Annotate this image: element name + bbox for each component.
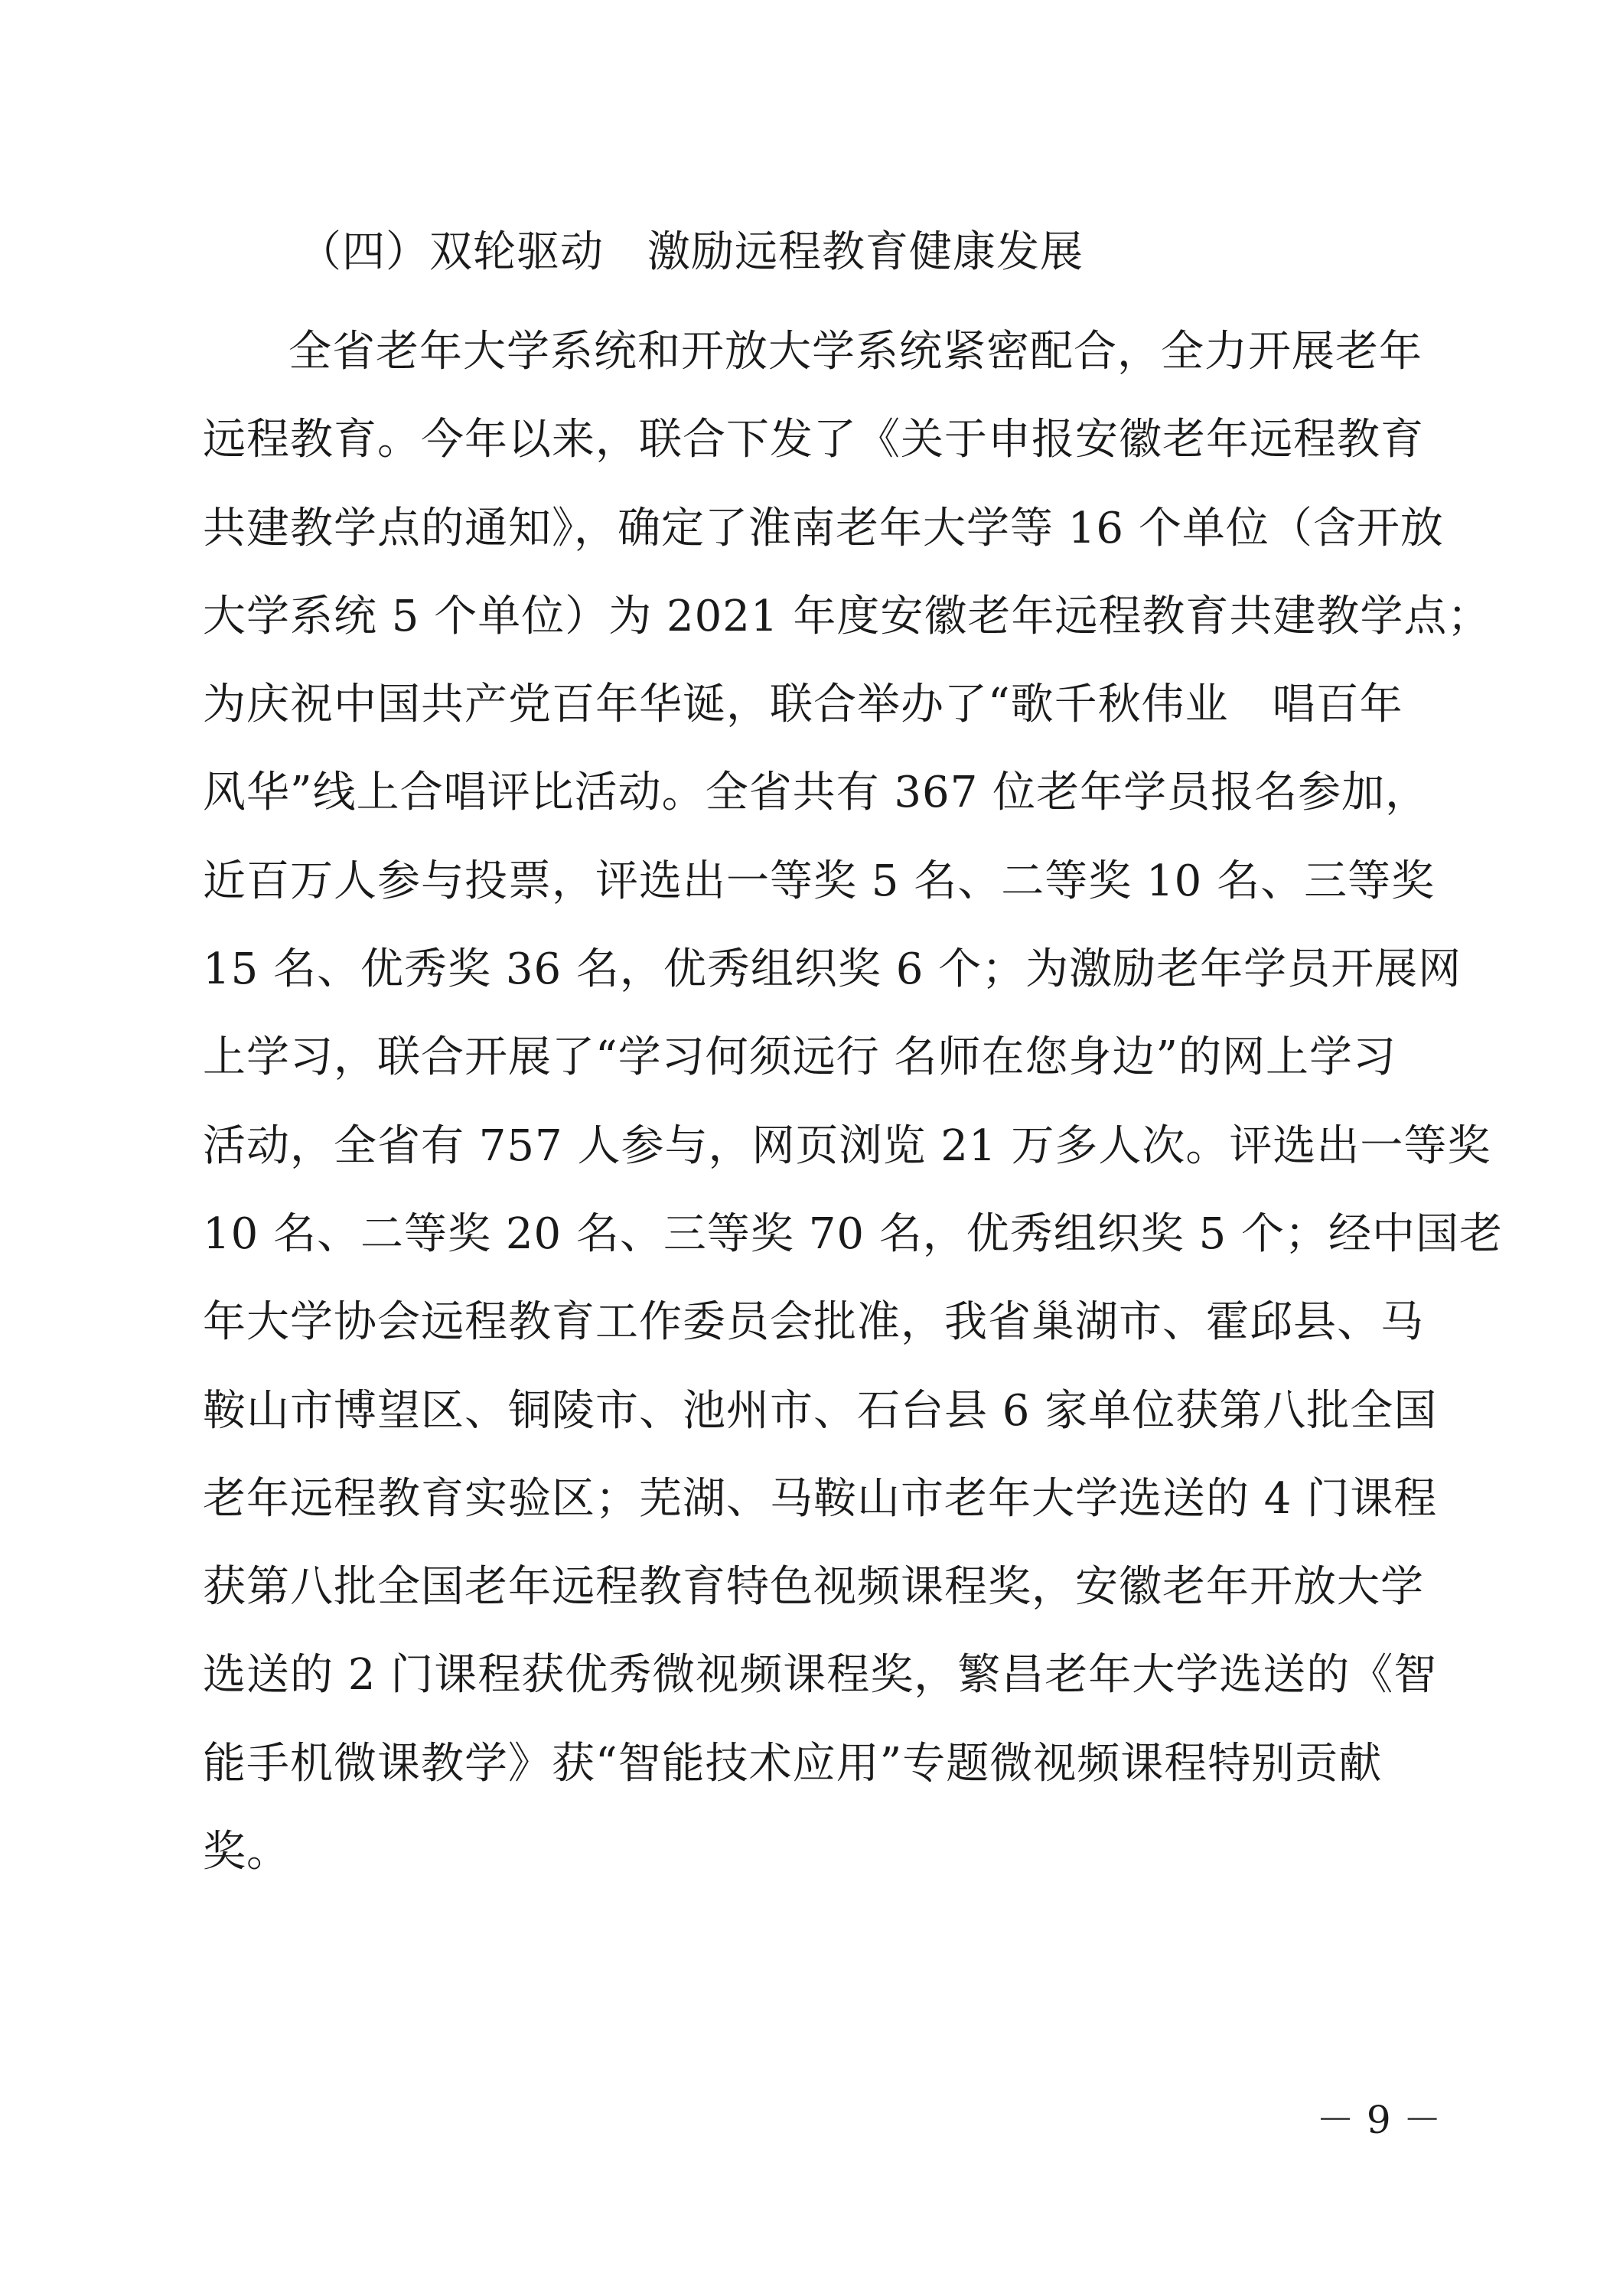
paragraph-line: 10 名、二等奖 20 名、三等奖 70 名，优秀组织奖 5 个；经中国老 bbox=[203, 1208, 1504, 1259]
paragraph-line: 选送的 2 门课程获优秀微视频课程奖，繁昌老年大学选送的《智 bbox=[203, 1650, 1438, 1701]
section-heading: （四）双轮驱动 激励远程教育健康发展 bbox=[298, 227, 1084, 277]
paragraph-line: 年大学协会远程教育工作委员会批准，我省巢湖市、霍邱县、马 bbox=[203, 1297, 1424, 1348]
page-number: － 9 － bbox=[1316, 2098, 1442, 2142]
paragraph-line: 大学系统 5 个单位）为 2021 年度安徽老年远程教育共建教学点； bbox=[203, 591, 1491, 641]
paragraph-line: 能手机微课教学》获“智能技术应用”专题微视频课程特别贡献 bbox=[203, 1738, 1383, 1789]
paragraph-line: 上学习，联合开展了“学习何须远行 名师在您身边”的网上学习 bbox=[203, 1032, 1397, 1083]
paragraph-line: 15 名、优秀奖 36 名，优秀组织奖 6 个；为激励老年学员开展网 bbox=[203, 944, 1462, 995]
paragraph-line: 全省老年大学系统和开放大学系统紧密配合，全力开展老年 bbox=[288, 327, 1423, 377]
paragraph-line: 鞍山市博望区、铜陵市、池州市、石台县 6 家单位获第八批全国 bbox=[203, 1385, 1438, 1436]
paragraph-line: 活动，全省有 757 人参与，网页浏览 21 万多人次。评选出一等奖 bbox=[203, 1120, 1491, 1171]
paragraph-line: 远程教育。今年以来，联合下发了《关于申报安徽老年远程教育 bbox=[203, 415, 1424, 465]
body-paragraph bbox=[203, 308, 1504, 1896]
paragraph-line: 奖。 bbox=[203, 1827, 290, 1877]
paragraph-line: 近百万人参与投票，评选出一等奖 5 名、二等奖 10 名、三等奖 bbox=[203, 856, 1436, 906]
paragraph-line: 老年远程教育实验区；芜湖、马鞍山市老年大学选送的 4 门课程 bbox=[203, 1473, 1438, 1524]
paragraph-line: 共建教学点的通知》，确定了淮南老年大学等 16 个单位（含开放 bbox=[203, 503, 1444, 553]
paragraph-line: 获第八批全国老年远程教育特色视频课程奖，安徽老年开放大学 bbox=[203, 1562, 1424, 1613]
paragraph-line: 风华”线上合唱评比活动。全省共有 367 位老年学员报名参加， bbox=[203, 768, 1429, 818]
paragraph-line: 为庆祝中国共产党百年华诞，联合举办了“歌千秋伟业 唱百年 bbox=[203, 680, 1403, 730]
